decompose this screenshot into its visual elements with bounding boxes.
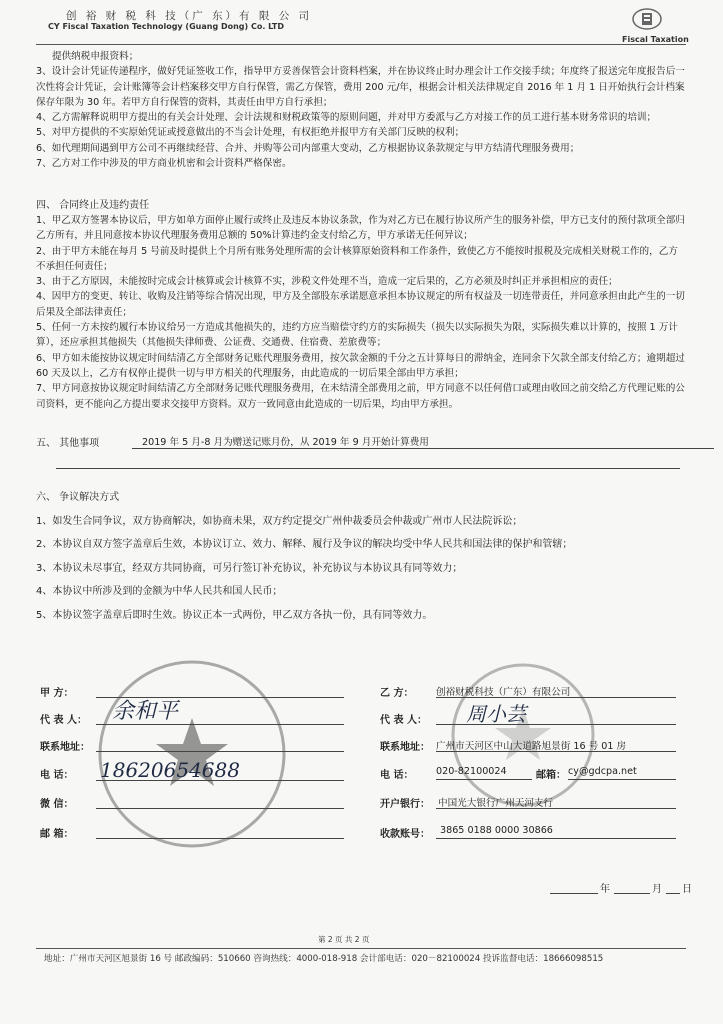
- party-b-bank: 中国光大银行广州天河支行: [438, 798, 554, 809]
- party-a-label: 甲 方：: [40, 688, 74, 699]
- clauses-top: [36, 49, 686, 171]
- party-b-bank-line: [436, 808, 676, 809]
- company-name-cn: 创 裕 财 税 科 技（广 东）有 限 公 司: [66, 10, 313, 22]
- s4-item-1: 1、甲乙双方签署本协议后，甲方如单方面停止履行或终止及违反本协议条款，作为对乙方已在履行协议所产生的服务补偿，甲方已支付的预付款项全部归乙方所有，并且同意按本协议代理服务费用总额的 50%计算违约金支付给乙方，甲方承诺无任何异议；: [36, 215, 685, 242]
- company-logo-icon: [632, 8, 662, 30]
- date-day-line: [666, 893, 680, 894]
- party-a-rep-label: 代 表 人：: [40, 715, 87, 726]
- page-number: 第 2 页 共 2 页: [318, 935, 370, 944]
- party-a-rep-signature: 余和平: [112, 699, 179, 724]
- company-name-en: CY Fiscal Taxation Technology (Guang Dong) Co. LTD: [48, 22, 285, 31]
- section-6-items: [36, 510, 686, 627]
- party-a-seal-stamp: [94, 656, 290, 852]
- party-b-account-line: [436, 838, 676, 839]
- s4-item-4: 4、因甲方的变更、转让、收购及注销等综合情况出现，甲方及全部股东承诺愿意承担本协议规定的所有权益及一切连带责任，并同意承担由此产生的一切后果及全部法律责任；: [36, 291, 685, 318]
- s6-item-2: 2、本协议自双方签字盖章后生效，本协议订立、效力、解释、履行及争议的解决均受中华人民共和国法律的保护和管辖；: [36, 539, 573, 551]
- s4-item-6: 6、甲方如未能按协议规定时间结清乙方全部财务记账代理服务费用，按欠款金额的千分之五计算每日的滞纳金，连同余下欠款全部支付给乙方；逾期超过 60 天及以上，乙方有权停止提供一切与甲方相关的代理服务，由此造成的一切后果全部由甲方承担；: [36, 352, 685, 379]
- s4-item-5: 5、任何一方未按约履行本协议给另一方造成其他损失的，违约方应当赔偿守约方的实际损失（损失以实际损失为限，实际损失难以计算的，按照 1 万计算），还应承担其他损失（其他损失律师费、公证费、交通费、住宿费、差旅费等；: [36, 322, 678, 349]
- s6-item-1: 1、如发生合同争议，双方协商解决，如协商未果，双方约定提交广州仲裁委员会仲裁或广州市人民法院诉讼；: [36, 516, 523, 527]
- party-b-tel-line: [436, 779, 532, 780]
- s6-item-4: 4、本协议中所涉及到的金额为中华人民共和国人民币；: [36, 586, 283, 598]
- clause-6: 6、如代理期间遇到甲方公司不再继续经营、合并、并购等公司内部重大变动，乙方根据协议条款规定与甲方结清代理服务费用；: [36, 142, 580, 154]
- date-day-label: 日: [682, 884, 692, 895]
- party-a-tel: 18620654688: [100, 758, 240, 782]
- date-month-line: [614, 893, 650, 894]
- date-year-line: [550, 893, 598, 894]
- section-5-heading: 五、 其他事项: [36, 438, 100, 449]
- header-divider: [36, 44, 686, 45]
- party-b-tel-label: 电 话：: [380, 770, 414, 781]
- party-b-rep-signature: 周小芸: [466, 702, 526, 726]
- party-b-label: 乙 方：: [380, 688, 414, 699]
- clause-5: 5、对甲方提供的不实原始凭证或授意做出的不当会计处理，有权拒绝并报甲方有关部门反映的权利；: [36, 127, 465, 139]
- party-b-addr: 广州市天河区中山大道路旭景街 16 号 01 房: [436, 741, 627, 752]
- party-a-wechat-label: 微 信：: [40, 799, 74, 810]
- footer-divider: [36, 948, 686, 949]
- party-b-bank-label: 开户银行：: [380, 799, 430, 810]
- date-month-label: 月: [652, 884, 662, 895]
- section-4-items: [36, 213, 686, 412]
- s4-item-7: 7、甲方同意按协议规定时间结清乙方全部财务记账代理服务费用，在未结清全部费用之前，甲方同意不以任何借口或理由收回之前交给乙方代理记账的公司资料，更不能向乙方提出要求交接甲方资料。双方一致同意由此造成的一切后果，均由甲方承担。: [36, 383, 685, 410]
- section-5-content: 2019 年 5 月-8 月为赠送记账月份，从 2019 年 9 月开始计算费用: [142, 437, 429, 448]
- s6-item-3: 3、本协议未尽事宜，经双方共同协商，可另行签订补充协议，补充协议与本协议具有同等效力；: [36, 562, 463, 574]
- clause-7: 7、乙方对工作中涉及的甲方商业机密和会计资料严格保密。: [36, 158, 292, 170]
- clause-3: 3、设计会计凭证传递程序，做好凭证签收工作，指导甲方妥善保管会计资料档案，并在协议终止时办理会计工作交接手续；年度终了报送完年度报告后一次性将会计凭证，会计账簿等会计档案移交甲方自行保管，需乙方保管，费用 200 元/年，根据会计相关法律规定自 2016 年 1 月 1 日开始执行会计档案保存年限为 30 年。若甲方自行保管的资料，其责任由甲方自行承担；: [36, 66, 685, 108]
- party-b-rep-label: 代 表 人：: [380, 715, 427, 726]
- party-b-rep-line: [436, 724, 676, 725]
- logo-text: Fiscal Taxation: [622, 35, 689, 44]
- s6-item-5: 5、本协议签字盖章后即时生效。协议正本一式两份，甲乙双方各执一份，具有同等效力。: [36, 609, 433, 621]
- party-a-wechat-line: [96, 808, 344, 809]
- party-b-addr-label: 联系地址：: [380, 742, 430, 753]
- section-4-heading: 四、 合同终止及违约责任: [36, 200, 150, 211]
- party-a-rep-line: [96, 724, 344, 725]
- party-b-email-label: 邮箱：: [536, 770, 566, 781]
- party-b-email: cy@gdcpa.net: [568, 766, 637, 777]
- party-b-addr-line: [436, 751, 676, 752]
- party-b-account-label: 收款账号：: [380, 829, 430, 840]
- party-b-email-line: [568, 779, 676, 780]
- party-a-tel-label: 电 话：: [40, 770, 74, 781]
- footer-contact: 地址：广州市天河区旭景街 16 号 邮政编码：510660 咨询热线：4000-018-918 会计部电话：020－82100024 投诉监督电话：18666098515: [44, 954, 604, 964]
- section-6-heading: 六、 争议解决方式: [36, 492, 120, 503]
- party-a-addr-line: [96, 751, 344, 752]
- party-b-name: 创裕财税科技（广东）有限公司: [436, 687, 571, 698]
- party-a-addr-label: 联系地址：: [40, 742, 90, 753]
- section-5-line-2: [56, 468, 680, 469]
- party-a-email-label: 邮 箱：: [40, 829, 74, 840]
- party-b-account: 3865 0188 0000 30866: [440, 825, 553, 836]
- clause-4: 4、乙方需解释说明甲方提出的有关会计处理、会计法规和财税政策等的原则问题，并对甲方委派与乙方对接工作的员工进行基本财务常识的培训；: [36, 112, 657, 124]
- section-5-line-1: [132, 448, 714, 449]
- party-b-tel: 020-82100024: [436, 766, 507, 777]
- party-a-email-line: [96, 838, 344, 839]
- party-a-tel-line: [96, 780, 344, 781]
- s4-item-2: 2、由于甲方未能在每月 5 号前及时提供上个月所有账务处理所需的会计核算原始资料和工作条件，致使乙方不能按时报税及完成相关财税工作的，乙方不承担任何责任；: [36, 245, 678, 272]
- date-year-label: 年: [600, 884, 610, 895]
- s4-item-3: 3、由于乙方原因，未能按时完成会计核算或会计核算不实，涉税文件处理不当，造成一定后果的，乙方必须及时纠正并承担相应的责任；: [36, 276, 618, 288]
- party-b-seal-stamp: [448, 660, 598, 810]
- clause-2-tail: 提供纳税申报资料；: [52, 51, 139, 62]
